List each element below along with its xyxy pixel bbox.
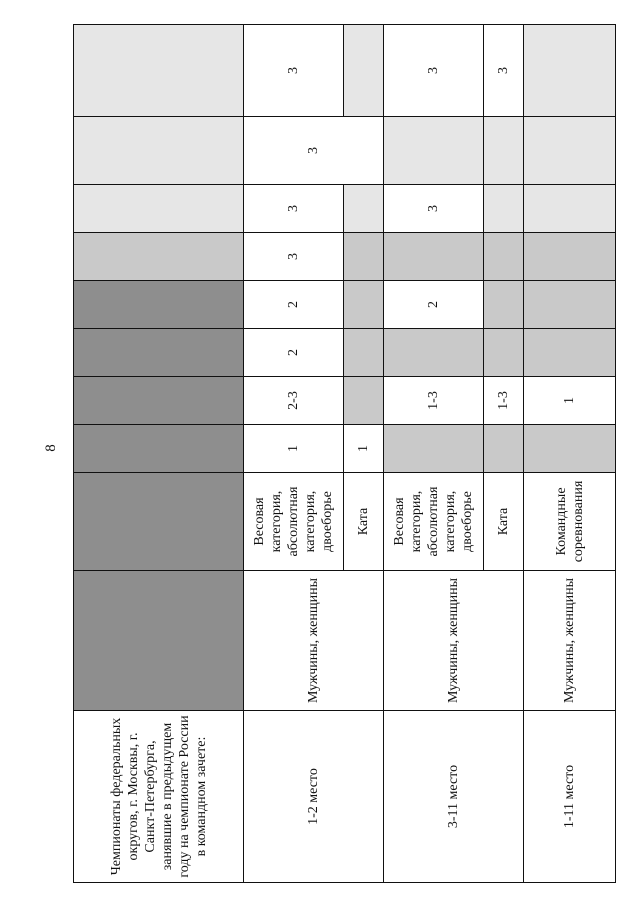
table-row (524, 25, 616, 883)
value-cell (484, 117, 524, 185)
discipline-cell: Ката (344, 473, 384, 571)
header-shaded-cell (74, 377, 244, 425)
place-cell: 1-2 место (244, 711, 384, 883)
value-cell (384, 117, 484, 185)
header-row (74, 25, 244, 883)
value-cell: 1 (344, 425, 384, 473)
value-cell: 1 (524, 377, 616, 425)
header-shaded-cell (74, 25, 244, 117)
participants-cell: Мужчины, женщины (524, 571, 616, 711)
value-cell (484, 185, 524, 233)
header-shaded-cell (74, 473, 244, 571)
value-cell (344, 25, 384, 117)
value-cell: 3 (244, 233, 344, 281)
discipline-cell: Весовая категория, абсолютная категория, двоеборье (384, 473, 484, 571)
value-cell (344, 329, 384, 377)
value-cell: 3 (244, 25, 344, 117)
value-cell (524, 233, 616, 281)
value-cell: 2 (244, 281, 344, 329)
value-cell (344, 377, 384, 425)
discipline-cell: Весовая категория, абсолютная категория, двоеборье (244, 473, 344, 571)
value-cell: 1 (244, 425, 344, 473)
table-row (384, 25, 484, 883)
value-cell: 2 (384, 281, 484, 329)
participants-cell: Мужчины, женщины (244, 571, 384, 711)
header-shaded-cell (74, 281, 244, 329)
header-first-cell: Чемпионаты федеральных округов, г. Москвы, г. Санкт-Петербурга, занявшие в предыдущем году на чемпионате России в командном зачете: (74, 711, 244, 883)
value-cell: 2-3 (244, 377, 344, 425)
header-shaded-cell (74, 425, 244, 473)
value-cell (484, 281, 524, 329)
value-cell (344, 281, 384, 329)
value-cell: 3 (244, 185, 344, 233)
value-cell (484, 329, 524, 377)
value-cell (384, 233, 484, 281)
value-cell (484, 425, 524, 473)
value-cell: 1-3 (384, 377, 484, 425)
value-cell (524, 329, 616, 377)
header-shaded-cell (74, 233, 244, 281)
value-cell (524, 425, 616, 473)
value-cell: 1-3 (484, 377, 524, 425)
value-cell: 2 (244, 329, 344, 377)
header-shaded-cell (74, 117, 244, 185)
header-shaded-cell (74, 185, 244, 233)
header-shaded-cell (74, 329, 244, 377)
place-cell: 3-11 место (384, 711, 524, 883)
value-cell: 3 (244, 117, 384, 185)
place-cell: 1-11 место (524, 711, 616, 883)
value-cell: 3 (384, 25, 484, 117)
header-shaded-cell (74, 571, 244, 711)
value-cell: 3 (384, 185, 484, 233)
discipline-cell: Ката (484, 473, 524, 571)
competition-table (73, 24, 616, 883)
value-cell (344, 233, 384, 281)
participants-cell: Мужчины, женщины (384, 571, 524, 711)
value-cell (524, 117, 616, 185)
value-cell (384, 329, 484, 377)
value-cell (344, 185, 384, 233)
page-number: 8 (43, 444, 59, 452)
rotated-table-wrapper (73, 25, 615, 883)
value-cell (524, 185, 616, 233)
value-cell (524, 25, 616, 117)
value-cell (484, 233, 524, 281)
table-row (244, 25, 344, 883)
discipline-cell: Командные соревнования (524, 473, 616, 571)
value-cell (524, 281, 616, 329)
value-cell: 3 (484, 25, 524, 117)
value-cell (384, 425, 484, 473)
